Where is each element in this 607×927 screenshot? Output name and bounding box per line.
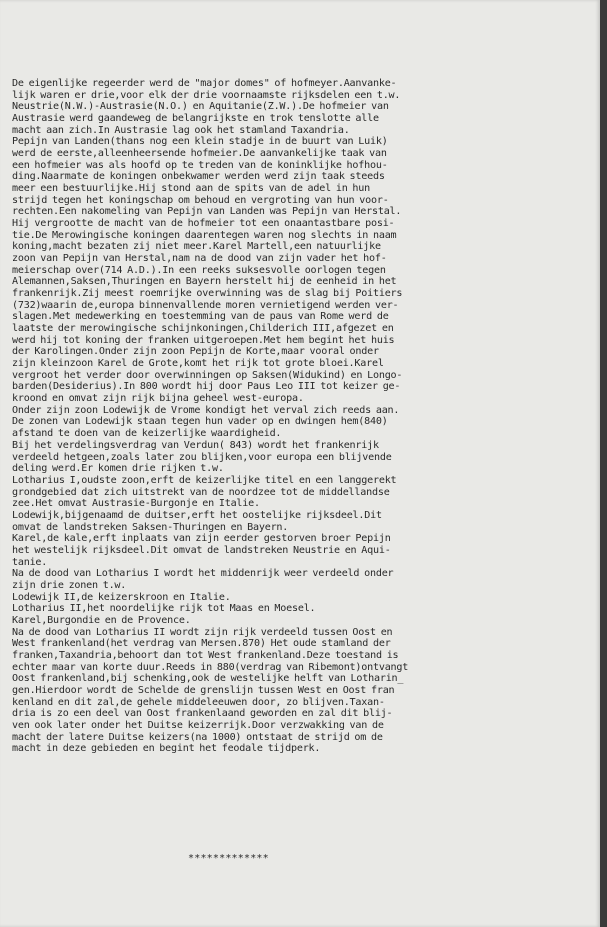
typewritten-text	[12, 78, 594, 755]
text-line: Austrasie werd gaandeweg de belangrijkste en trok tenslotte alle	[12, 113, 379, 125]
text-line: Neustrie(N.W.)-Austrasie(N.O.) en Aquitanie(Z.W.).De hofmeier van	[12, 101, 389, 113]
text-line: Onder zijn zoon Lodewijk de Vrome kondigt het verval zich reeds aan.	[12, 404, 400, 416]
text-line: afstand te doen van de keizerlijke waardigheid.	[12, 428, 282, 440]
text-line: zoon van Pepijn van Herstal,nam na de dood van zijn vader het hof-	[12, 253, 387, 265]
text-line: macht der latere Duitse keizers(na 1000) ontstaat de strijd om de	[12, 731, 383, 743]
text-line: rechten.Een nakomeling van Pepijn van Landen was Pepijn van Herstal.	[12, 206, 402, 218]
text-line: Na de dood van Lotharius I wordt het middenrijk weer verdeeld onder	[12, 568, 394, 580]
text-line: West frankenland(het verdrag van Mersen.870) Het oude stamland der	[12, 638, 391, 650]
text-line: laatste der merowingische schijnkoningen,Childerich III,afgezet en	[12, 323, 394, 335]
text-line: Oost frankenland,bij schenking,ook de westelijke helft van Lotharin_	[12, 673, 404, 685]
text-line: omvat de landstreken Saksen-Thuringen en Bayern.	[12, 521, 289, 533]
text-line: De zonen van Lodewijk staan tegen hun vader op en dwingen hem(840)	[12, 416, 388, 428]
text-line: strijd tegen het koningschap om behoud en vergroting van hun voor-	[12, 194, 389, 206]
text-line: lijk waren er drie,voor elk der drie voornaamste rijksdelen een t.w.	[12, 89, 401, 101]
text-line: koning,macht bezaten zij niet meer.Karel Martell,een natuurlijke	[12, 241, 381, 253]
text-line: meer een bestuurlijke.Hij stond aan de spits van de adel in hun	[12, 183, 370, 195]
text-line: Lodewijk II,de keizerskroon en Italie.	[12, 591, 231, 603]
text-line: Na de dood van Lotharius II wordt zijn rijk verdeeld tussen Oost en	[12, 626, 393, 638]
text-line: Alemannen,Saksen,Thuringen en Bayern herstelt hij de eenheid in het	[12, 276, 397, 288]
text-line: zijn drie zonen t.w.	[12, 579, 127, 591]
text-line: dria is zo een deel van Oost frankenlaand geworden en zal dit blij-	[12, 708, 393, 720]
text-line: het westelijk rijksdeel.Dit omvat de landstreken Neustrie en Aqui-	[12, 544, 391, 556]
text-line: kenland en dit zal,de gehele middeleeuwen door, zo blijven.Taxan-	[12, 696, 385, 708]
text-line: zee.Het omvat Austrasie-Burgonje en Italie.	[12, 498, 260, 510]
text-line: tie.De Merowingische koningen daarentegen waren nog slechts in naam	[12, 229, 397, 241]
text-line: De eigenlijke regeerder werd de "major domes" of hofmeyer.Aanvanke-	[12, 78, 397, 89]
text-line: tanie.	[12, 556, 48, 568]
text-line: Pepijn van Landen(thans nog een klein stadje in de buurt van Luik)	[12, 136, 388, 148]
text-line: Karel,de kale,erft inplaats van zijn eerder gestorven broer Pepijn	[12, 533, 391, 545]
text-line: barden(Desiderius).In 800 wordt hij door Paus Leo III tot keizer ge-	[12, 381, 401, 393]
text-line: grondgebied dat zich uitstrekt van de noordzee tot de middellandse	[12, 486, 390, 498]
text-line: ven ook later onder het Duitse keizerrijk.Door verzwakking van de	[12, 719, 384, 731]
text-line: werd hij tot koning der franken uitgeroepen.Met hem begint het huis	[12, 334, 395, 346]
text-line: Hij vergrootte de macht van de hofmeier tot een onaantastbare posi-	[12, 218, 395, 230]
text-line: macht aan zich.In Austrasie lag ook het stamland Taxandria.	[12, 124, 350, 136]
text-line: gen.Hierdoor wordt de Schelde de grenslijn tussen West en Oost fran	[12, 684, 395, 696]
text-line: frankenrijk.Zij meest roemrijke overwinning was de slag bij Poitiers	[12, 288, 403, 300]
text-line: slagen.Met medewerking en toestemming van de paus van Rome werd de	[12, 311, 389, 323]
text-line: (732)waarin de,europa binnenvallende moren vernietigend werden ver-	[12, 299, 399, 311]
text-line: deling werd.Er komen drie rijken t.w.	[12, 463, 224, 475]
text-line: Lodewijk,bijgenaamd de duitser,erft het oostelijke rijksdeel.Dit	[12, 509, 382, 521]
text-line: zijn kleinzoon Karel de Grote,komt het rijk tot grote bloei.Karel	[12, 358, 384, 370]
text-line: der Karolingen.Onder zijn zoon Pepijn de Korte,maar vooral onder	[12, 346, 379, 358]
page-edge-shadow	[600, 0, 607, 927]
text-line: verdeeld hetgeen,zoals later zou blijken,voor europa een blijvende	[12, 451, 392, 463]
text-line: Karel,Burgondie en de Provence.	[12, 614, 191, 626]
text-line: echter maar van korte duur.Reeds in 880(verdrag van Ribemont)ontvangt	[12, 661, 409, 673]
text-line: meierschap over(714 A.D.).In een reeks suksesvolle oorlogen tegen	[12, 264, 386, 276]
text-line: Lotharius II,het noordelijke rijk tot Maas en Moesel.	[12, 603, 316, 615]
text-line: een hofmeier was als hoofd op te treden van de koninklijke hofhou-	[12, 159, 388, 171]
text-line: werd de eerste,alleenheersende hofmeier.De aanvankelijke taak van	[12, 148, 387, 160]
text-line: franken,Taxandria,behoort dan tot West frankenland.Deze toestand is	[12, 649, 399, 661]
text-line: ding.Naarmate de koningen onbekwamer werden werd zijn taak steeds	[12, 171, 385, 183]
text-line: Lotharius I,oudste zoon,erft de keizerlijke titel en een langgerekt	[12, 474, 397, 486]
text-line: macht in deze gebieden en begint het feodale tijdperk.	[12, 743, 321, 755]
text-line: vergroot het verder door overwinningen op Saksen(Widukind) en Longo-	[12, 369, 403, 381]
text-line: kroond en omvat zijn rijk bijna geheel west-europa.	[12, 393, 304, 405]
text-line: Bij het verdelingsverdrag van Verdun( 843) wordt het frankenrijk	[12, 439, 379, 451]
separator-stars: *************	[188, 853, 269, 864]
